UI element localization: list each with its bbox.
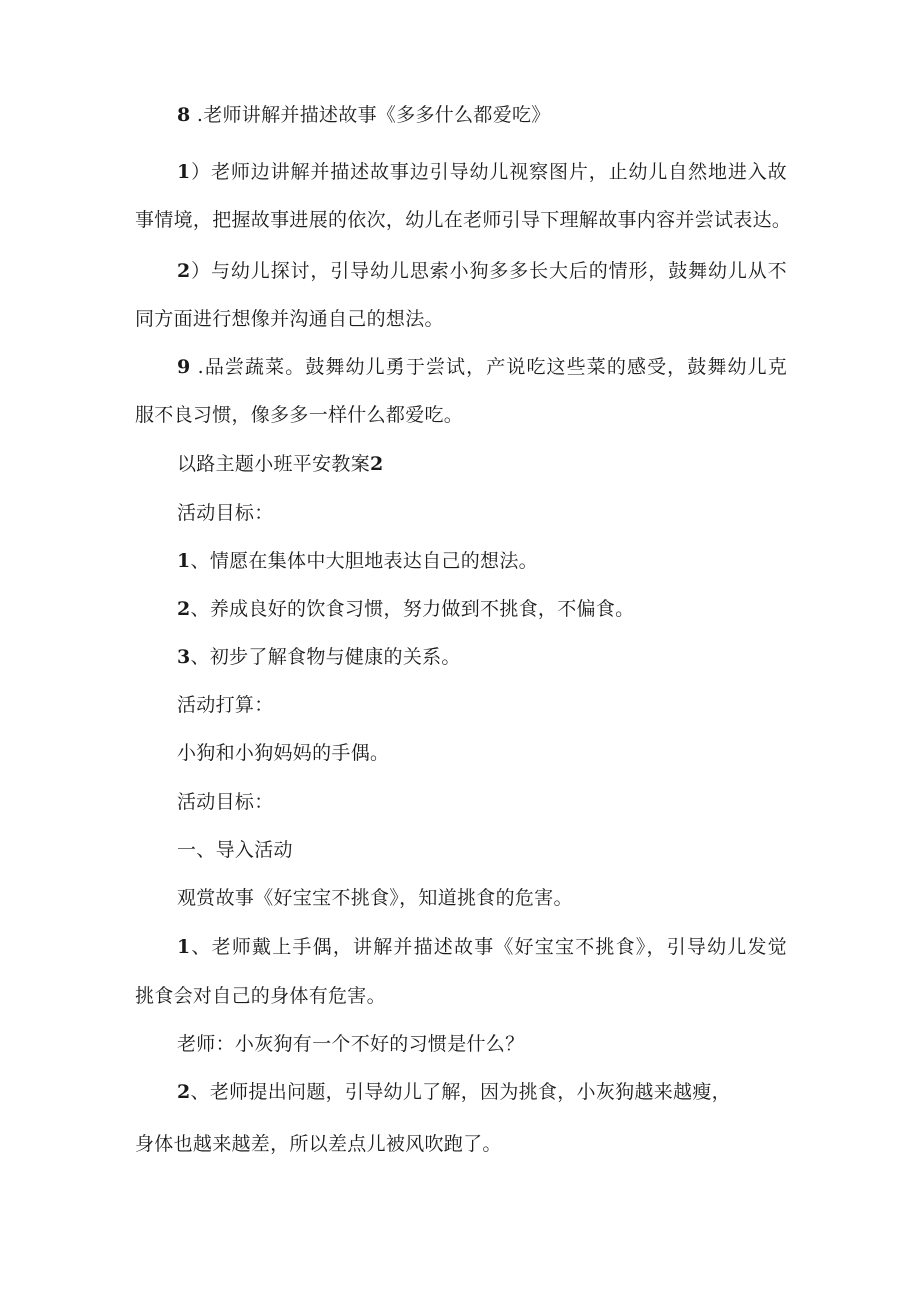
section-1-heading: 一、导入活动 bbox=[177, 839, 293, 861]
paragraph-text: .品尝蔬菜。鼓舞幼儿勇于尝试，产说吃这些菜的感受，鼓舞幼儿克 bbox=[190, 356, 787, 378]
step-text: 、老师提出问题，引导幼儿了解，因为挑食，小灰狗越来越瘦， bbox=[190, 1081, 731, 1103]
item-9-line-2: 服不良习惯，像多多一样什么都爱吃。 bbox=[135, 404, 464, 426]
item-number: 1 bbox=[177, 550, 191, 572]
step-1-line-1 bbox=[177, 935, 787, 959]
item-number: 3 bbox=[177, 646, 191, 668]
item-8-heading bbox=[177, 103, 551, 127]
item-number: 8 bbox=[177, 104, 191, 126]
step-text: 、老师戴上手偶，讲解并描述故事《好宝宝不挑食》，引导幼儿发觉 bbox=[190, 936, 787, 958]
item-text: .老师讲解并描述故事《多多什么都爱吃》 bbox=[190, 104, 551, 126]
goal-item bbox=[177, 597, 634, 621]
section-title-number: 2 bbox=[370, 453, 384, 475]
item-number: 1 bbox=[177, 161, 191, 183]
item-number: 9 bbox=[177, 356, 191, 378]
goals-heading: 活动目标： bbox=[177, 502, 274, 524]
section-title-text: 以路主题小班平安教案 bbox=[177, 453, 371, 475]
item-number: 1 bbox=[177, 936, 191, 958]
goal-text: 、情愿在集体中大胆地表达自己的想法。 bbox=[190, 550, 538, 572]
paragraph-2-line-1 bbox=[177, 259, 787, 283]
step-2-line-1 bbox=[177, 1080, 731, 1104]
goal-item bbox=[177, 549, 538, 573]
prep-heading: 活动打算： bbox=[177, 694, 274, 716]
goal-item bbox=[177, 645, 461, 669]
prep-text: 小狗和小狗妈妈的手偶。 bbox=[177, 742, 390, 764]
paragraph-1-line-2: 事情境，把握故事进展的依次，幼儿在老师引导下理解故事内容并尝试表达。 bbox=[135, 209, 792, 231]
paragraph-text: ）与幼儿探讨，引导幼儿思索小狗多多长大后的情形，鼓舞幼儿从不 bbox=[190, 260, 787, 282]
paragraph-1-line-1 bbox=[177, 160, 787, 184]
step-2-line-2: 身体也越来越差，所以差点儿被风吹跑了。 bbox=[135, 1133, 502, 1155]
section-title bbox=[177, 452, 384, 476]
goals-heading-2: 活动目标： bbox=[177, 791, 274, 813]
goal-text: 、初步了解食物与健康的关系。 bbox=[190, 646, 461, 668]
paragraph-text: ）老师边讲解并描述故事边引导幼儿视察图片，止幼儿自然地进入故 bbox=[190, 161, 787, 183]
teacher-question: 老师：小灰狗有一个不好的习惯是什么？ bbox=[177, 1033, 525, 1055]
watch-story-text: 观赏故事《好宝宝不挑食》，知道挑食的危害。 bbox=[177, 887, 573, 909]
step-1-line-2: 挑食会对自己的身体有危害。 bbox=[135, 985, 386, 1007]
item-9-line-1 bbox=[177, 355, 787, 379]
paragraph-2-line-2: 同方面进行想像并沟通自己的想法。 bbox=[135, 308, 444, 330]
item-number: 2 bbox=[177, 1081, 191, 1103]
goal-text: 、养成良好的饮食习惯，努力做到不挑食，不偏食。 bbox=[190, 598, 635, 620]
item-number: 2 bbox=[177, 598, 191, 620]
item-number: 2 bbox=[177, 260, 191, 282]
